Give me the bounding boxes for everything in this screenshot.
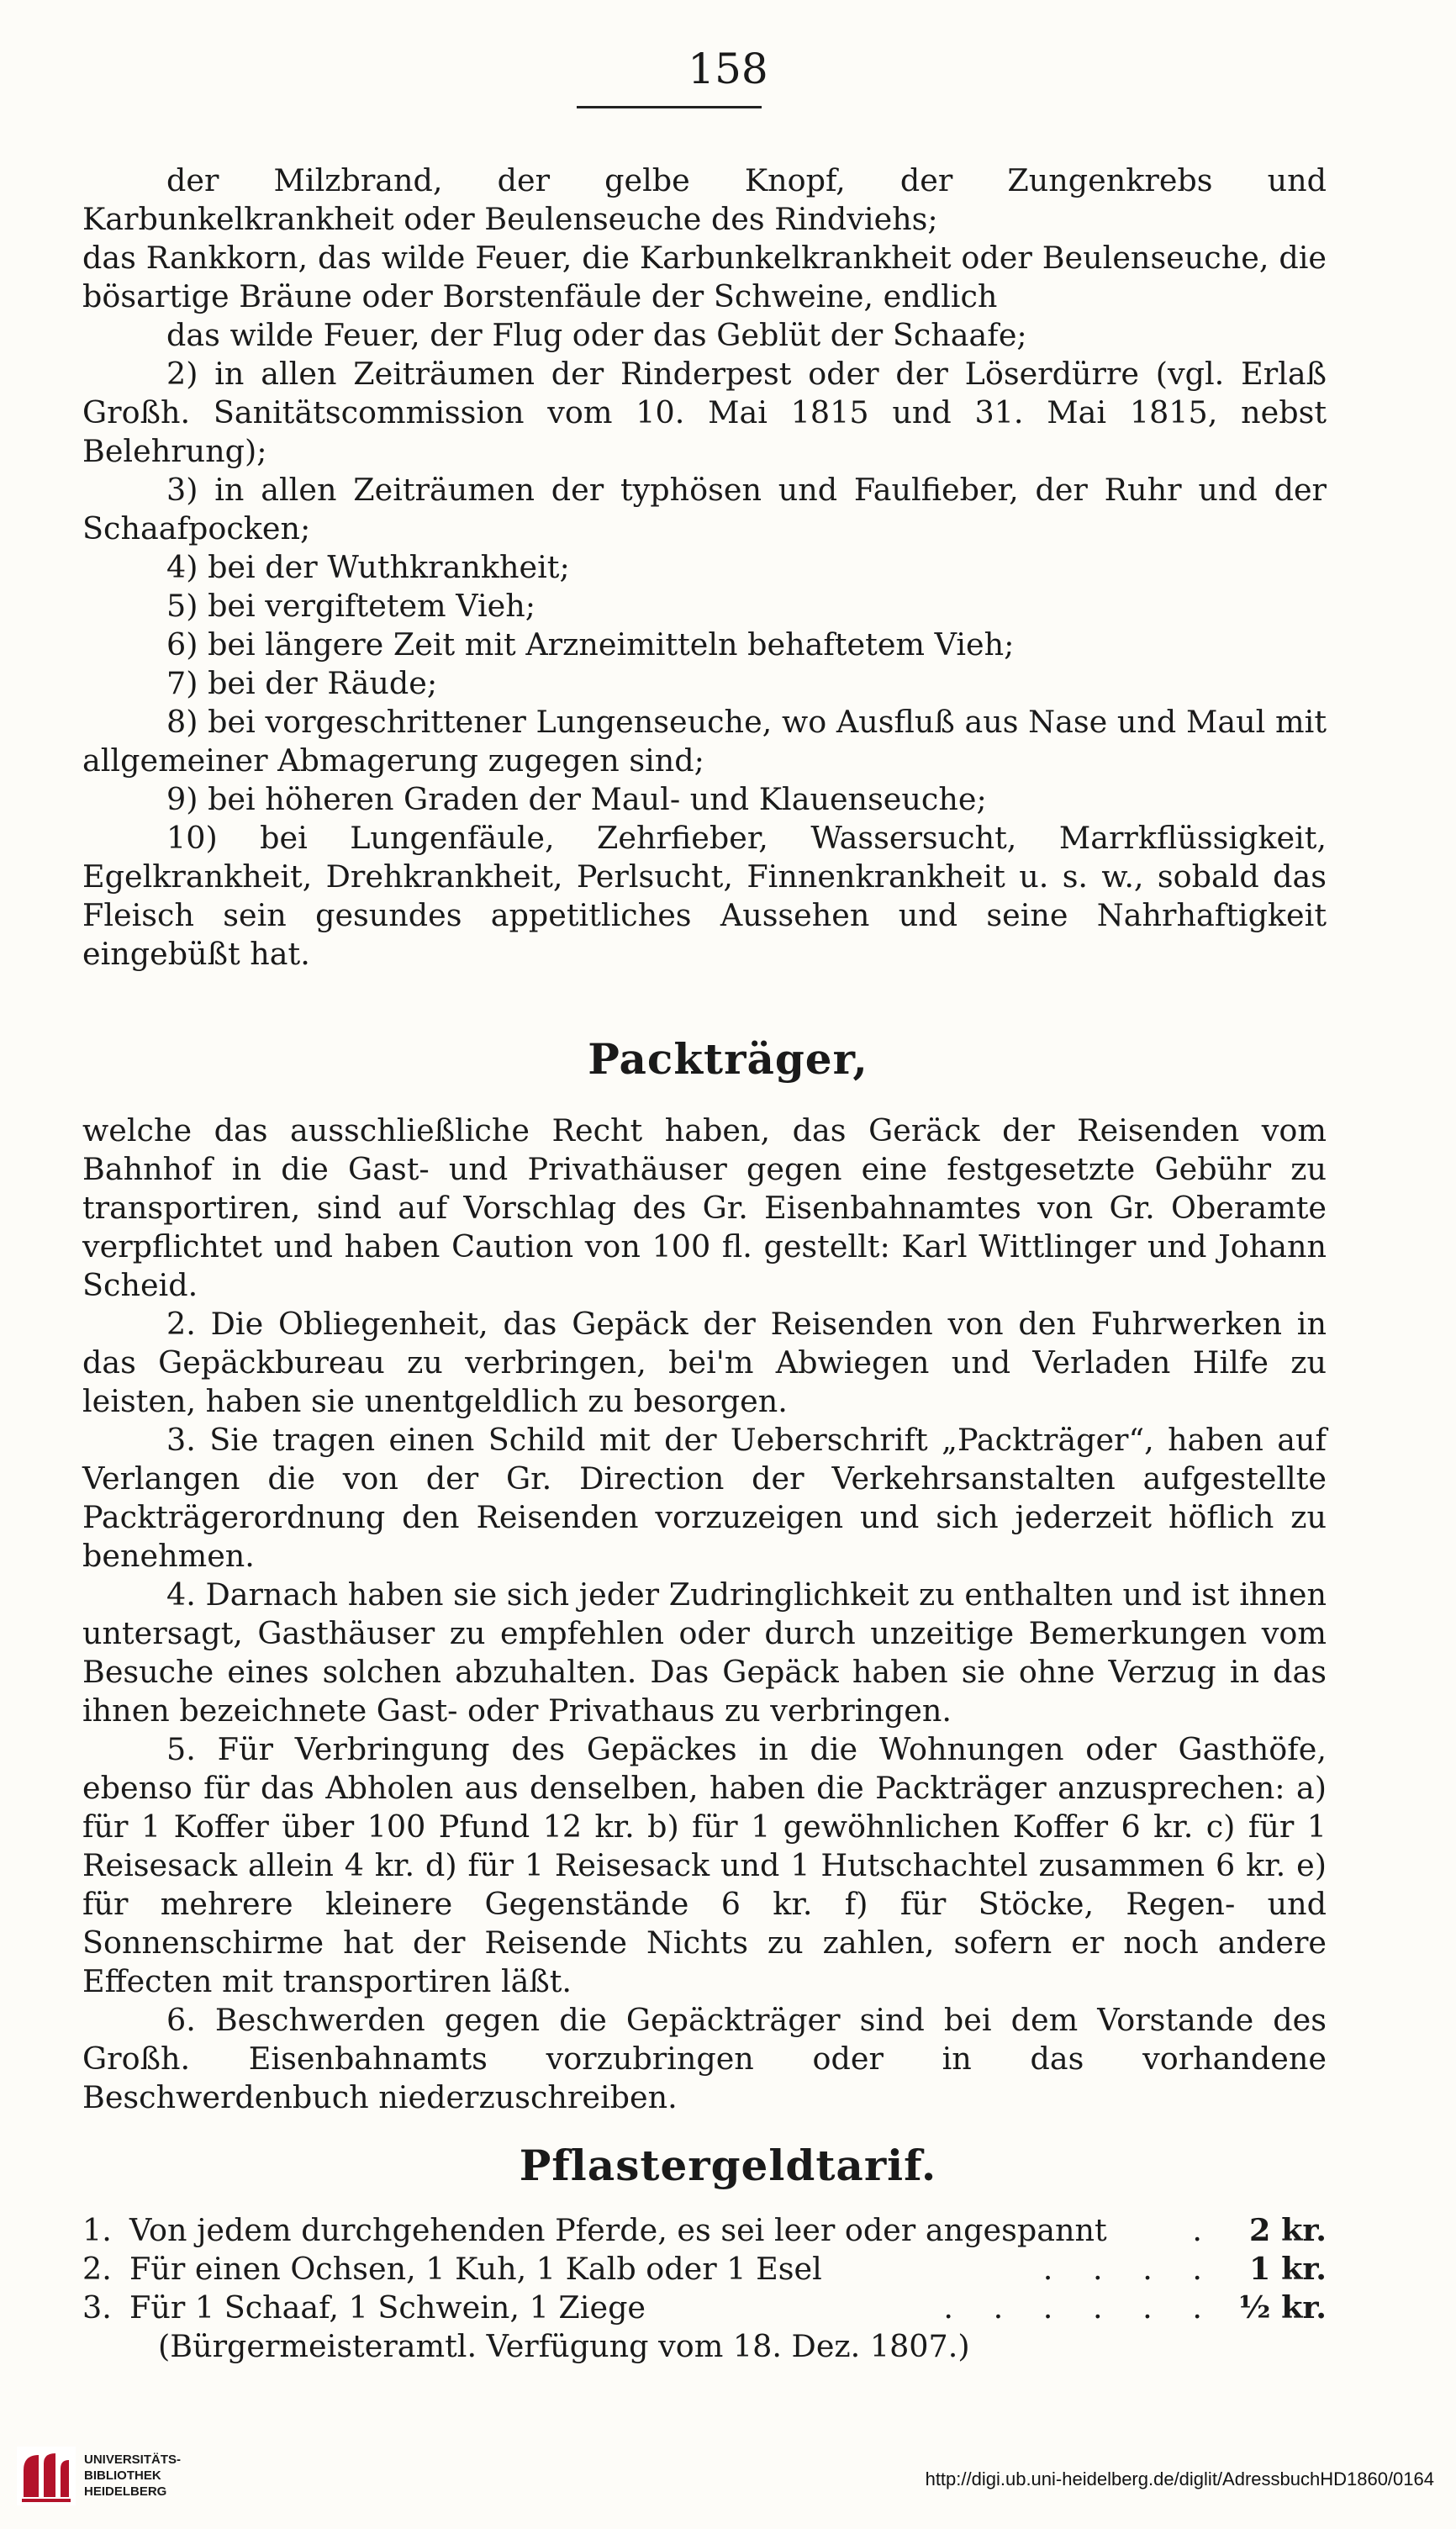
paragraph: 3) in allen Zeiträumen der typhösen und Faulfieber, der Ruhr und der Schaafpocken; xyxy=(82,472,1327,546)
tariff-price: 1 kr. xyxy=(1249,2251,1327,2287)
tariff-leader-dots: . . . . xyxy=(1042,2251,1217,2287)
tariff-row xyxy=(82,2289,1327,2327)
logo-line: HEIDELBERG xyxy=(84,2484,167,2499)
paragraph: 7) bei der Räude; xyxy=(166,665,438,701)
text-block-livestock xyxy=(82,161,1327,974)
paragraph: 6. Beschwerden gegen die Gepäckträger sind bei dem Vorstande des Großh. Eisenbahnamts vorzubringen oder in das vorhandene Beschwerdenbuch niederzuschreiben. xyxy=(82,2002,1327,2115)
tariff-number: 3. xyxy=(82,2289,112,2326)
paragraph: das Rankkorn, das wilde Feuer, die Karbunkelkrankheit oder Beulenseuche, die bösartige Bräune oder Borstenfäule der Schweine, endlich xyxy=(82,240,1327,314)
paragraph: 10) bei Lungenfäule, Zehrfieber, Wassersucht, Marrkflüssigkeit, Egelkrankheit, Drehkrankheit, Perlsucht, Finnenkrankheit u. s. w., sobald das Fleisch sein gesundes appetitliches Aussehen und seine Nahrhaftigkeit eingebüßt hat. xyxy=(82,820,1327,972)
tariff-source-note: (Bürgermeisteramtl. Verfügung vom 18. Dez. 1807.) xyxy=(158,2328,970,2364)
tariff-number: 2. xyxy=(82,2251,112,2287)
tariff-item: Für einen Ochsen, 1 Kuh, 1 Kalb oder 1 Esel xyxy=(129,2251,822,2287)
tariff-item: Für 1 Schaaf, 1 Schwein, 1 Ziege xyxy=(129,2289,646,2326)
paragraph: 3. Sie tragen einen Schild mit der Ueberschrift „Packträger“, haben auf Verlangen die von der Gr. Direction der Verkehrsanstalten aufgestellte Packträgerordnung den Reisenden vorzuzeigen und sich jederzeit höflich zu benehmen. xyxy=(82,1422,1327,1574)
paragraph: 5. Für Verbringung des Gepäckes in die Wohnungen oder Gasthöfe, ebenso für das Abholen aus denselben, haben die Packträger anzusprechen: a) für 1 Koffer über 100 Pfund 12 kr. b) für 1 gewöhnlichen Koffer 6 kr. c) für 1 Reisesack allein 4 kr. d) für 1 Reisesack und 1 Hutschachtel zusammen 6 kr. e) für mehrere kleinere Gegenstände 6 kr. f) für Stöcke, Regen- und Sonnenschirme hat der Reisende Nichts zu zahlen, sofern er noch andere Effecten mit transportiren läßt. xyxy=(82,1731,1327,1999)
text-block-packtraeger xyxy=(82,1111,1327,2117)
tariff-row xyxy=(82,2211,1327,2250)
tariff-leader-dots: . xyxy=(1192,2212,1217,2248)
paragraph: 4) bei der Wuthkrankheit; xyxy=(166,549,570,585)
paragraph: 4. Darnach haben sie sich jeder Zudringlichkeit zu enthalten und ist ihnen untersagt, Gasthäuser zu empfehlen oder durch unzeitige Bemerkungen vom Besuche eines solchen abzuhalten. Das Gepäck haben sie ohne Verzug in das ihnen bezeichnete Gast- oder Privathaus zu verbringen. xyxy=(82,1576,1327,1729)
logo-line: UNIVERSITÄTS- xyxy=(84,2452,182,2467)
tariff-number: 1. xyxy=(82,2212,112,2248)
tariff-list xyxy=(82,2211,1327,2366)
section-heading-pflastergeldtarif: Pflastergeldtarif. xyxy=(519,2141,937,2190)
paragraph: welche das ausschließliche Recht haben, das Geräck der Reisenden vom Bahnhof in die Gast- und Privathäuser gegen eine festgesetzte Gebühr zu transportiren, sind auf Vorschlag des Gr. Eisenbahnamtes von Gr. Oberamte verpflichtet und haben Caution von 100 fl. gestellt: Karl Wittlinger und Johann Scheid. xyxy=(82,1112,1327,1303)
tariff-leader-dots: . . . . . . xyxy=(943,2289,1217,2326)
tariff-price: 2 kr. xyxy=(1249,2212,1327,2248)
paragraph: das wilde Feuer, der Flug oder das Geblüt der Schaafe; xyxy=(166,317,1027,353)
paragraph: der Milzbrand, der gelbe Knopf, der Zungenkrebs und Karbunkelkrankheit oder Beulenseuche des Rindviehs; xyxy=(82,162,1327,237)
paragraph: 6) bei längere Zeit mit Arzneimitteln behaftetem Vieh; xyxy=(166,626,1015,663)
page-number-rule xyxy=(577,106,762,108)
paragraph: 2) in allen Zeiträumen der Rinderpest oder der Löserdürre (vgl. Erlaß Großh. Sanitätscommission vom 10. Mai 1815 und 31. Mai 1815, nebst Belehrung); xyxy=(82,356,1327,469)
paragraph: 2. Die Obliegenheit, das Gepäck der Reisenden von den Fuhrwerken in das Gepäckbureau zu verbringen, bei'm Abwiegen und Verladen Hilfe zu leisten, haben sie unentgeldlich zu besorgen. xyxy=(82,1306,1327,1419)
library-logo-text xyxy=(84,2452,181,2500)
paragraph: 9) bei höheren Graden der Maul- und Klauenseuche; xyxy=(166,781,987,817)
paragraph: 5) bei vergiftetem Vieh; xyxy=(166,588,536,624)
library-logo[interactable] xyxy=(17,2447,235,2505)
library-logo-icon xyxy=(17,2447,76,2505)
logo-line: BIBLIOTHEK xyxy=(84,2468,161,2483)
section-heading-packtraeger: Packträger, xyxy=(588,1034,868,1084)
page-number: 158 xyxy=(688,45,768,93)
paragraph: 8) bei vorgeschrittener Lungenseuche, wo Ausfluß aus Nase und Maul mit allgemeiner Abmagerung zugegen sind; xyxy=(82,704,1327,779)
tariff-price: ½ kr. xyxy=(1238,2289,1327,2326)
tariff-row xyxy=(82,2250,1327,2289)
source-url-link[interactable]: http://digi.ub.uni-heidelberg.de/diglit/AdressbuchHD1860/0164 xyxy=(925,2468,1434,2489)
tariff-item: Von jedem durchgehenden Pferde, es sei leer oder angespannt xyxy=(129,2212,1107,2248)
